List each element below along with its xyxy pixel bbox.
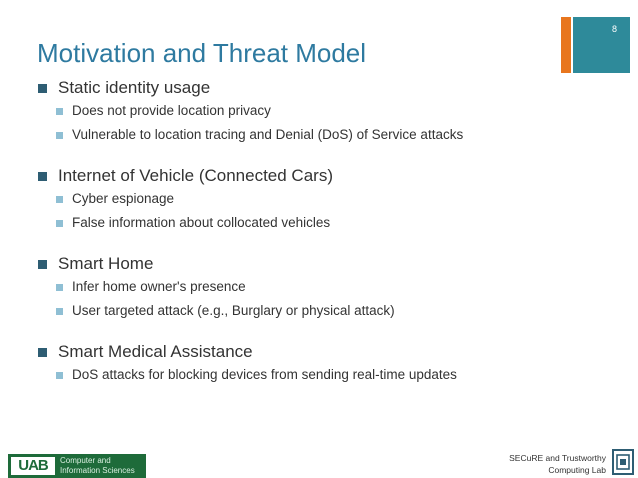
- square-bullet-icon: [56, 284, 63, 291]
- slide-title: Motivation and Threat Model: [37, 38, 367, 68]
- logo-mark: UAB: [11, 457, 55, 475]
- page-number: 8: [611, 24, 617, 34]
- square-bullet-icon: [38, 172, 47, 181]
- bullet-heading: Smart Medical Assistance: [58, 342, 253, 361]
- bullet-level2: [38, 124, 598, 148]
- nested-squares-icon: [612, 449, 634, 475]
- bullet-level2: [38, 364, 598, 388]
- bullet-level2: [38, 212, 598, 236]
- bullet-level2: [38, 100, 598, 124]
- square-bullet-icon: [56, 372, 63, 379]
- bullet-text: Vulnerable to location tracing and Denial (DoS) of Service attacks: [72, 127, 464, 142]
- bullet-heading: Smart Home: [58, 254, 154, 273]
- bullet-level1: [38, 78, 598, 100]
- square-bullet-icon: [56, 196, 63, 203]
- bullet-heading: Static identity usage: [58, 78, 211, 97]
- bullet-text: False information about collocated vehicles: [72, 215, 331, 230]
- bullet-text: DoS attacks for blocking devices from sending real-time updates: [72, 367, 457, 382]
- bullet-level2: [38, 300, 598, 324]
- square-bullet-icon: [38, 260, 47, 269]
- bullet-text: User targeted attack (e.g., Burglary or physical attack): [72, 303, 395, 318]
- square-bullet-icon: [56, 132, 63, 139]
- square-bullet-icon: [38, 348, 47, 357]
- bullet-level1: [38, 166, 598, 188]
- square-bullet-icon: [38, 84, 47, 93]
- lab-name-line2: Computing Lab: [548, 465, 606, 475]
- bullet-list: [38, 78, 598, 388]
- bullet-text: Does not provide location privacy: [72, 103, 271, 118]
- bullet-level2: [38, 276, 598, 300]
- bullet-level1: [38, 342, 598, 364]
- square-bullet-icon: [56, 308, 63, 315]
- logo-text-line1: Computer and: [60, 456, 111, 465]
- square-bullet-icon: [56, 108, 63, 115]
- square-bullet-icon: [56, 220, 63, 227]
- bullet-text: Infer home owner's presence: [72, 279, 246, 294]
- bullet-text: Cyber espionage: [72, 191, 175, 206]
- logo-text-line2: Information Sciences: [60, 466, 135, 475]
- bullet-level1: [38, 254, 598, 276]
- accent-bar-orange: [561, 17, 571, 73]
- lab-name-line1: SECuRE and Trustworthy: [509, 453, 606, 463]
- uab-cis-logo: [8, 454, 146, 478]
- bullet-heading: Internet of Vehicle (Connected Cars): [58, 166, 333, 185]
- bullet-level2: [38, 188, 598, 212]
